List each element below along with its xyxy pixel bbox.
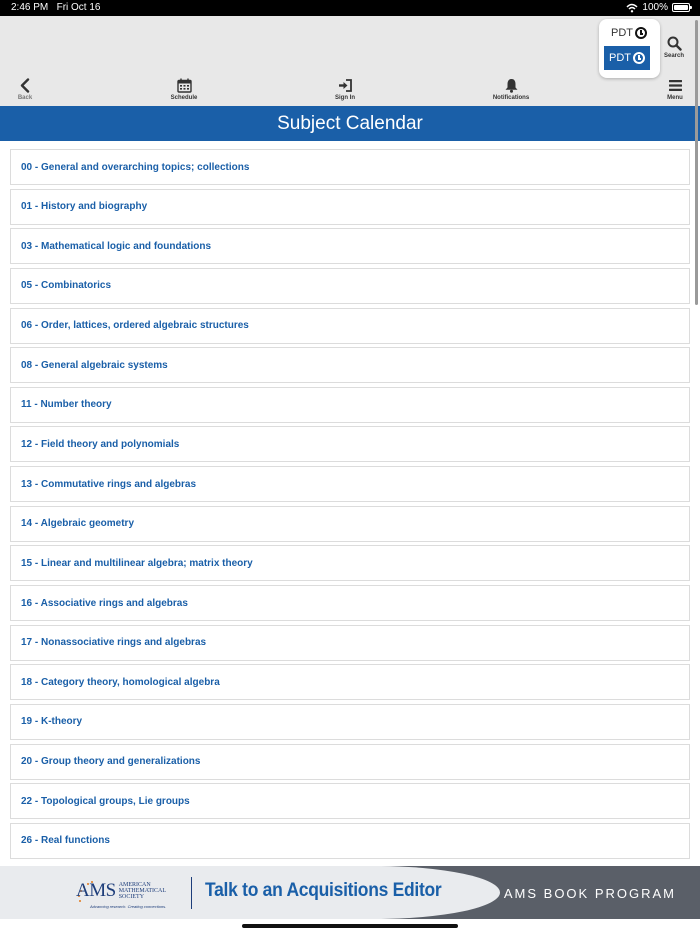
scrollbar[interactable] xyxy=(695,20,698,305)
sign-in-label: Sign In xyxy=(335,95,355,101)
subject-label: 01 - History and biography xyxy=(21,201,148,213)
home-indicator xyxy=(242,924,458,928)
subject-list-item[interactable] xyxy=(10,268,690,304)
subject-label: 12 - Field theory and polynomials xyxy=(21,438,180,450)
timezone-option-selected[interactable] xyxy=(604,46,650,70)
banner-program: AMS BOOK PROGRAM xyxy=(503,886,676,901)
subject-label: 13 - Commutative rings and algebras xyxy=(21,478,197,490)
bell-icon xyxy=(504,78,519,93)
subject-label: 19 - K-theory xyxy=(21,716,83,728)
subject-label: 18 - Category theory, homological algebra xyxy=(21,676,220,688)
subject-label: 15 - Linear and multilinear algebra; matrix theory xyxy=(21,557,253,569)
subject-list-item[interactable] xyxy=(10,625,690,661)
subject-label: 20 - Group theory and generalizations xyxy=(21,756,201,768)
wifi-icon xyxy=(626,3,638,13)
timezone-selector[interactable] xyxy=(599,19,660,78)
subject-label: 17 - Nonassociative rings and algebras xyxy=(21,637,207,649)
schedule-button[interactable] xyxy=(168,78,200,101)
subject-label: 08 - General algebraic systems xyxy=(21,359,168,371)
subject-list-item[interactable] xyxy=(10,149,690,185)
banner-divider xyxy=(191,877,192,909)
banner-cta[interactable]: Talk to an Acquisitions Editor xyxy=(205,880,442,901)
status-indicators xyxy=(626,2,690,13)
subject-list xyxy=(10,149,690,865)
menu-button[interactable] xyxy=(664,78,686,101)
timezone-selected-label: PDT xyxy=(609,52,631,64)
status-bar xyxy=(0,0,700,16)
subject-list-item[interactable] xyxy=(10,506,690,542)
subject-label: 16 - Associative rings and algebras xyxy=(21,597,188,609)
back-button[interactable] xyxy=(14,78,36,101)
battery-percent: 100% xyxy=(642,2,668,13)
clock-icon xyxy=(633,52,645,64)
subject-list-item[interactable] xyxy=(10,387,690,423)
subject-list-item[interactable] xyxy=(10,704,690,740)
hamburger-icon xyxy=(668,78,683,93)
ad-banner[interactable] xyxy=(0,866,700,919)
notifications-label: Notifications xyxy=(492,95,530,101)
sign-in-icon xyxy=(338,78,353,93)
status-time-text: 2:46 PM xyxy=(11,2,49,13)
society-line-1: AMERICAN xyxy=(118,882,151,888)
subject-list-item[interactable] xyxy=(10,189,690,225)
battery-icon xyxy=(672,3,690,12)
timezone-option[interactable] xyxy=(611,27,647,39)
subject-list-item[interactable] xyxy=(10,308,690,344)
society-line-3: SOCIETY xyxy=(118,894,145,900)
subject-label: 14 - Algebraic geometry xyxy=(21,518,135,530)
subject-label: 11 - Number theory xyxy=(21,399,112,411)
notifications-button[interactable] xyxy=(490,78,532,101)
subject-label: 22 - Topological groups, Lie groups xyxy=(21,795,190,807)
search-icon xyxy=(667,36,682,51)
subject-list-item[interactable] xyxy=(10,823,690,859)
subject-list-item[interactable] xyxy=(10,664,690,700)
status-time xyxy=(11,2,101,13)
back-label: Back xyxy=(17,95,33,101)
menu-label: Menu xyxy=(667,95,683,101)
subject-list-item[interactable] xyxy=(10,347,690,383)
subject-label: 05 - Combinatorics xyxy=(21,280,112,292)
calendar-icon xyxy=(177,78,192,93)
battery-fill xyxy=(674,5,688,10)
sign-in-button[interactable] xyxy=(330,78,360,101)
ams-logo-text: AMS xyxy=(76,880,116,901)
subject-label: 26 - Real functions xyxy=(21,835,110,847)
search-button[interactable] xyxy=(660,36,688,59)
subject-label: 03 - Mathematical logic and foundations xyxy=(21,240,212,252)
subject-list-item[interactable] xyxy=(10,466,690,502)
schedule-label: Schedule xyxy=(170,95,198,101)
society-line-2: MATHEMATICAL xyxy=(118,888,167,894)
status-date-text: Fri Oct 16 xyxy=(56,2,101,13)
subject-list-item[interactable] xyxy=(10,783,690,819)
ams-society-name xyxy=(119,882,166,900)
subject-list-item[interactable] xyxy=(10,744,690,780)
app-header xyxy=(0,16,700,106)
clock-icon xyxy=(635,27,647,39)
subject-list-item[interactable] xyxy=(10,426,690,462)
page-title: Subject Calendar xyxy=(277,113,423,134)
page-title-bar xyxy=(0,106,700,141)
subject-list-item[interactable] xyxy=(10,545,690,581)
ams-tagline: Advancing research. Creating connections. xyxy=(90,904,167,909)
subject-list-item[interactable] xyxy=(10,228,690,264)
subject-label: 00 - General and overarching topics; collections xyxy=(21,161,250,173)
subject-label: 06 - Order, lattices, ordered algebraic structures xyxy=(21,320,249,332)
subject-list-item[interactable] xyxy=(10,585,690,621)
ams-logo xyxy=(76,880,166,902)
search-label: Search xyxy=(663,53,684,59)
chevron-left-icon xyxy=(19,78,31,93)
timezone-option-label: PDT xyxy=(611,27,633,39)
